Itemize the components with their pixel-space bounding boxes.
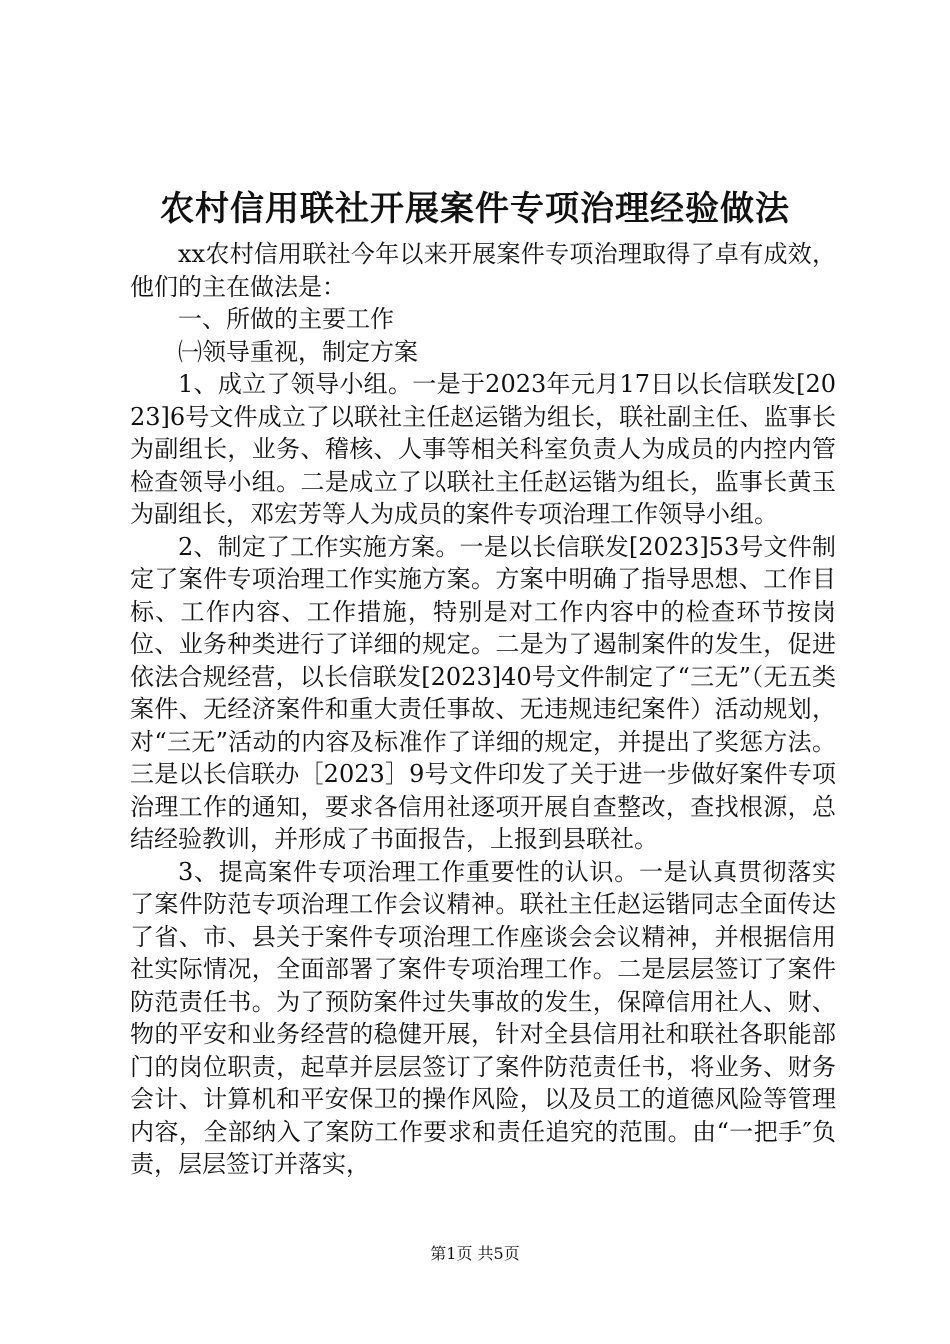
paragraph-item-3: 3、提高案件专项治理工作重要性的认识。一是认真贯彻落实了案件防范专项治理工作会议精神。联社主任赵运锴同志全面传达了省、市、县关于案件专项治理工作座谈会会议精神，并根据信用社实际情况，全面部署了案件专项治理工作。二是层层签订了案件防范责任书。为了预防案件过失事故的发生，保障信用社人、财、物的平安和业务经营的稳健开展，针对全县信用社和联社各职能部门的岗位职责，起草并层层签订了案件防范责任书，将业务、财务会计、计算机和平安保卫的操作风险，以及员工的道德风险等管理内容，全部纳入了案防工作要求和责任追究的范围。由“一把手″负责，层层签订并落实， [130, 857, 836, 1178]
subsection-heading-leadership: ㈠领导重视，制定方案 [178, 337, 418, 366]
paragraph-intro: xx农村信用联社今年以来开展案件专项治理取得了卓有成效，他们的主在做法是： [130, 240, 836, 301]
document-title: 农村信用联社开展案件专项治理经验做法 [160, 189, 790, 229]
paragraph-item-1: 1、成立了领导小组。一是于2023年元月17日以长信联发[2023]6号文件成立了以联社主任赵运锴为组长，联社副主任、监事长为副组长，业务、稽核、人事等相关科室负责人为成员的内控内管检查领导小组。二是成立了以联社主任赵运锴为组长，监事长黄玉为副组长，邓宏芳等人为成员的案件专项治理工作领导小组。 [130, 370, 836, 528]
page-footer: 第1页 共5页 [430, 1244, 520, 1263]
section-heading-main-work: 一、所做的主要工作 [178, 305, 394, 333]
document-body [130, 238, 836, 1181]
paragraph-item-2: 2、制定了工作实施方案。一是以长信联发[2023]53号文件制定了案件专项治理工作实施方案。方案中明确了指导思想、工作目标、工作内容、工作措施，特别是对工作内容中的检查环节按岗位、业务种类进行了详细的规定。二是为了遏制案件的发生，促进依法合规经营，以长信联发[2023]40号文件制定了“三无”（无五类案件、无经济案件和重大责任事故、无违规违纪案件）活动规划，对“三无”活动的内容及标准作了详细的规定，并提出了奖惩方法。三是以长信联办［2023］9号文件印发了关于进一步做好案件专项治理工作的通知，要求各信用社逐项开展自查整改，查找根源，总结经验教训，并形成了书面报告，上报到县联社。 [130, 532, 836, 853]
